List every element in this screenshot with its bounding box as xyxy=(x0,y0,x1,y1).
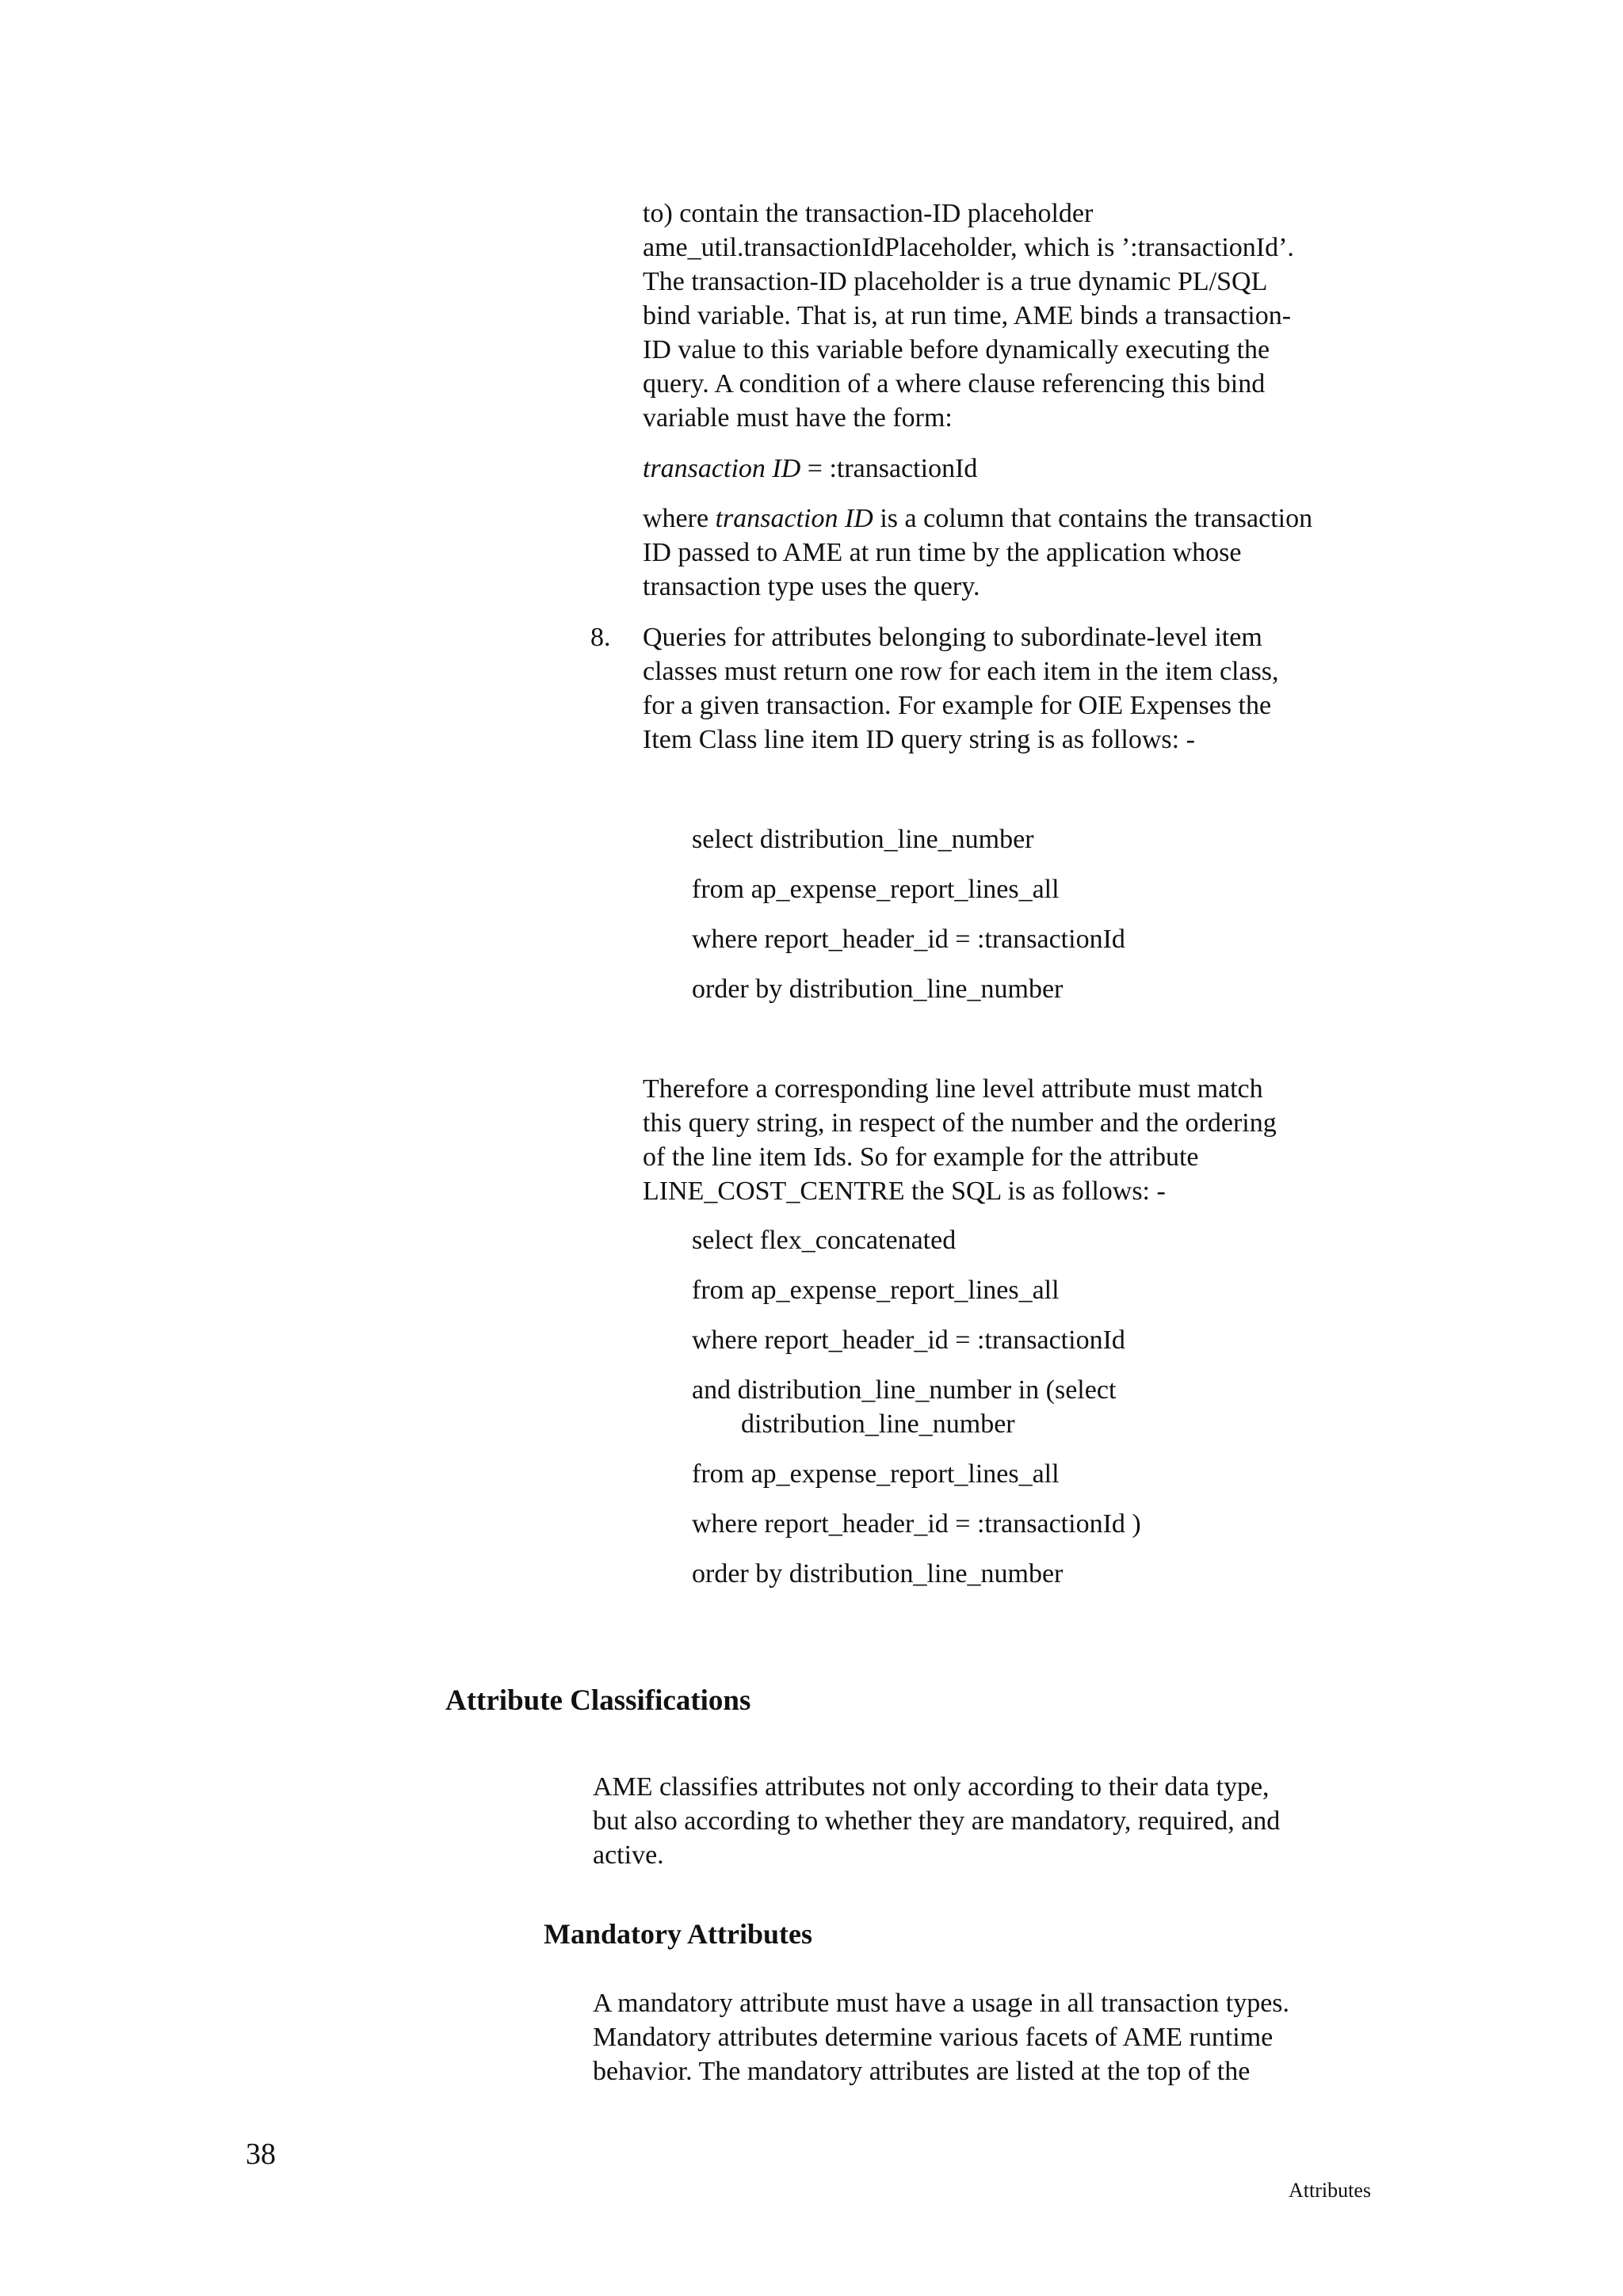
body-line: behavior. The mandatory attributes are listed at the top of the xyxy=(593,2057,1251,2086)
body-line: bind variable. That is, at run time, AME binds a transaction- xyxy=(643,301,1292,330)
body-line: to) contain the transaction-ID placeholder xyxy=(643,199,1094,228)
where-line-3: transaction type uses the query. xyxy=(643,572,980,601)
list-item-line: Queries for attributes belonging to subordinate-level item xyxy=(643,623,1262,652)
sql-line: select flex_concatenated xyxy=(692,1226,957,1255)
body-line: query. A condition of a where clause referencing this bind xyxy=(643,369,1266,399)
body-line: variable must have the form: xyxy=(643,403,953,433)
body-line: A mandatory attribute must have a usage in all transaction types. xyxy=(593,1989,1290,2018)
body-line: The transaction-ID placeholder is a true dynamic PL/SQL xyxy=(643,267,1268,296)
where-line-1 xyxy=(643,502,1312,536)
condition-rest: = :transactionId xyxy=(800,454,978,483)
sql-line: distribution_line_number xyxy=(741,1409,1015,1439)
sql-line: order by distribution_line_number xyxy=(692,1559,1064,1589)
sql-line: from ap_expense_report_lines_all xyxy=(692,875,1060,904)
body-line: of the line item Ids. So for example for the attribute xyxy=(643,1142,1199,1172)
body-line: LINE_COST_CENTRE the SQL is as follows: - xyxy=(643,1177,1166,1206)
where-line-2: ID passed to AME at run time by the application whose xyxy=(643,538,1242,567)
list-item-line: classes must return one row for each item in the item class, xyxy=(643,657,1279,686)
page-number: 38 xyxy=(246,2138,276,2171)
sql-line: from ap_expense_report_lines_all xyxy=(692,1459,1060,1489)
footer-label: Attributes xyxy=(1289,2179,1371,2202)
list-item-number: 8. xyxy=(590,623,611,652)
body-line: Mandatory attributes determine various facets of AME runtime xyxy=(593,2023,1274,2052)
body-line: AME classifies attributes not only according to their data type, xyxy=(593,1772,1270,1802)
body-line: but also according to whether they are mandatory, required, and xyxy=(593,1806,1281,1836)
where-prefix: where xyxy=(643,504,716,533)
where-italic: transaction ID xyxy=(715,504,873,533)
body-line: ID value to this variable before dynamically executing the xyxy=(643,335,1270,364)
sql-line: where report_header_id = :transactionId xyxy=(692,1325,1125,1355)
sql-line: where report_header_id = :transactionId xyxy=(692,925,1125,954)
list-item-line: for a given transaction. For example for OIE Expenses the xyxy=(643,691,1272,720)
where-rest: is a column that contains the transaction xyxy=(873,504,1313,533)
subsection-heading: Mandatory Attributes xyxy=(544,1918,812,1950)
section-heading: Attribute Classifications xyxy=(445,1684,751,1717)
sql-line: and distribution_line_number in (select xyxy=(692,1375,1117,1405)
body-line: Therefore a corresponding line level attribute must match xyxy=(643,1074,1263,1104)
condition-italic: transaction ID xyxy=(643,454,801,483)
body-line: ame_util.transactionIdPlaceholder, which is ’:transactionId’. xyxy=(643,233,1294,262)
sql-line: select distribution_line_number xyxy=(692,825,1034,854)
sql-line: from ap_expense_report_lines_all xyxy=(692,1276,1060,1305)
sql-line: where report_header_id = :transactionId ) xyxy=(692,1509,1141,1539)
body-line: active. xyxy=(593,1840,664,1870)
condition-example xyxy=(643,452,977,486)
list-item-line: Item Class line item ID query string is as follows: - xyxy=(643,725,1195,754)
sql-line: order by distribution_line_number xyxy=(692,974,1064,1004)
body-line: this query string, in respect of the number and the ordering xyxy=(643,1108,1277,1138)
